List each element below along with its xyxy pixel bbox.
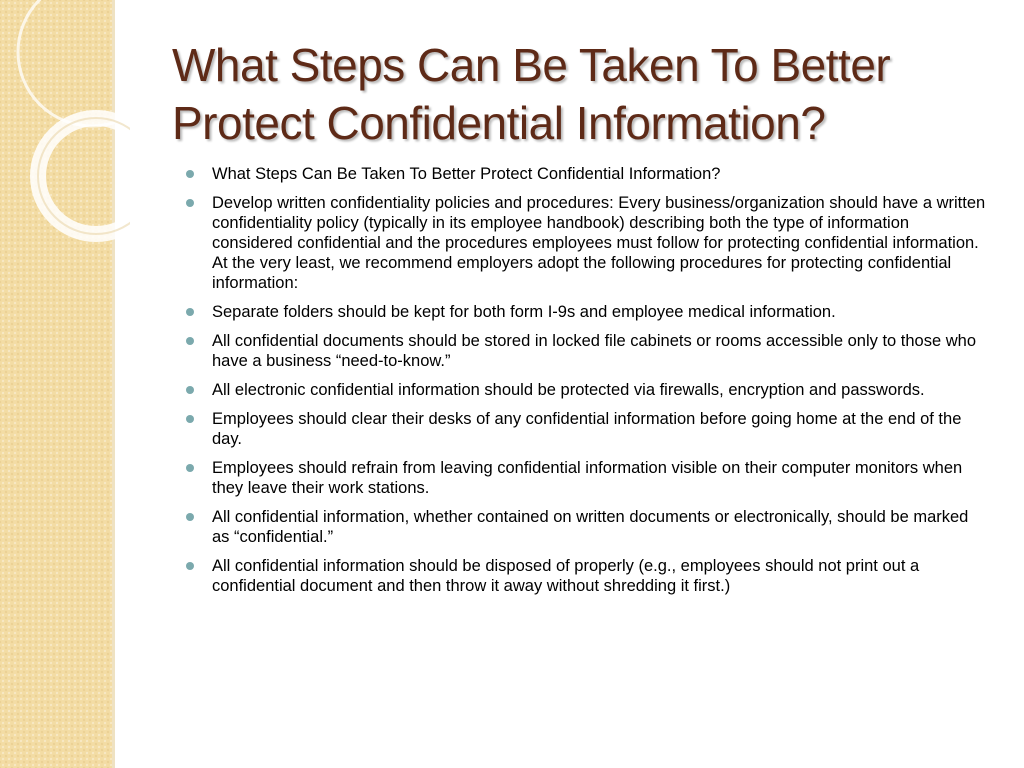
- bullet-icon: [186, 199, 194, 207]
- bullet-text: Develop written confidentiality policies and procedures: Every business/organization should have a written confidentiality policy (typically in its employee handbook) describing both the type of information considered confidential and the procedures employees must follow for protecting confidential information. At the very least, we recommend employers adopt the following procedures for protecting confidential information:: [212, 194, 986, 292]
- bullet-item: [186, 409, 986, 449]
- bullet-icon: [186, 308, 194, 316]
- bullet-item: [186, 458, 986, 498]
- bullet-text: All confidential information should be disposed of properly (e.g., employees should not print out a confidential document and then throw it away without shredding it first.): [212, 557, 920, 595]
- bullet-item: [186, 302, 986, 322]
- bullet-item: [186, 556, 986, 596]
- bullet-text: What Steps Can Be Taken To Better Protect Confidential Information?: [212, 165, 721, 183]
- bullet-item: [186, 193, 986, 293]
- bullet-icon: [186, 415, 194, 423]
- bullet-icon: [186, 513, 194, 521]
- bullet-text: Employees should refrain from leaving confidential information visible on their computer monitors when they leave their work stations.: [212, 459, 963, 497]
- bullet-text: Employees should clear their desks of any confidential information before going home at the end of the day.: [212, 410, 962, 448]
- bullet-list: [186, 164, 986, 605]
- bullet-icon: [186, 170, 194, 178]
- bullet-text: All confidential information, whether contained on written documents or electronically, should be marked as “confidential.”: [212, 508, 969, 546]
- bullet-item: [186, 507, 986, 547]
- decorative-circles-icon: [0, 0, 130, 260]
- bullet-item: [186, 331, 986, 371]
- bullet-text: All confidential documents should be stored in locked file cabinets or rooms accessible only to those who have a business “need-to-know.”: [212, 332, 977, 370]
- bullet-icon: [186, 562, 194, 570]
- bullet-icon: [186, 337, 194, 345]
- bullet-icon: [186, 386, 194, 394]
- bullet-icon: [186, 464, 194, 472]
- bullet-item: [186, 380, 986, 400]
- bullet-item: [186, 164, 986, 184]
- bullet-text: All electronic confidential information should be protected via firewalls, encryption and passwords.: [212, 381, 925, 399]
- bullet-text: Separate folders should be kept for both form I-9s and employee medical information.: [212, 303, 836, 321]
- slide-title: What Steps Can Be Taken To Better Protect Confidential Information?: [172, 39, 891, 149]
